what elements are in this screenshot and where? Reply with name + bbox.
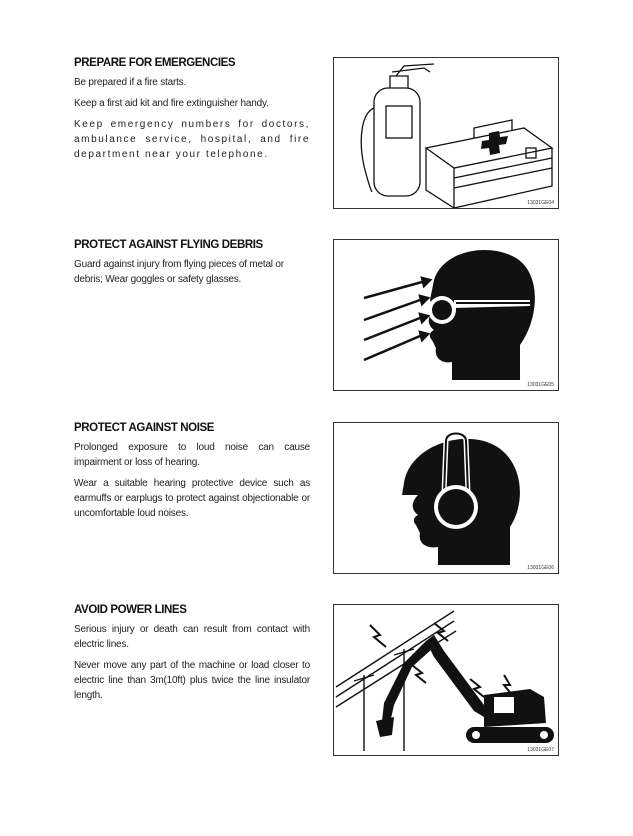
section-protect-against-flying-debris (74, 239, 310, 293)
section-heading: PREPARE FOR EMERGENCIES (74, 57, 236, 69)
paragraph: Serious injury or death can result from contact with electric lines. (74, 624, 310, 650)
figure-emergencies (333, 57, 559, 209)
section-prepare-for-emergencies (74, 57, 310, 168)
figure-code: 13031GE04 (527, 200, 554, 206)
paragraph: Keep a first aid kit and fire extinguisher handy. (74, 98, 269, 109)
paragraph: Never move any part of the machine or load closer to electric line than 3m(10ft) plus twice the line insulator length. (74, 660, 310, 701)
section-heading: PROTECT AGAINST FLYING DEBRIS (74, 239, 263, 251)
figure-flying-debris (333, 239, 559, 391)
fire-extinguisher-first-aid-kit-icon (334, 58, 558, 208)
paragraph: Prolonged exposure to loud noise can cause impairment or loss of hearing. (74, 442, 310, 468)
figure-code: 13031GE06 (527, 565, 554, 571)
figure-noise (333, 422, 559, 574)
excavator-power-lines-icon (334, 605, 558, 755)
paragraph: Guard against injury from flying pieces of metal or debris; Wear goggles or safety glasses. (74, 259, 284, 285)
section-protect-against-noise (74, 422, 310, 527)
paragraph: Wear a suitable hearing protective device such as earmuffs or earplugs to protect against objectionable or uncomfortable loud noises. (74, 478, 310, 519)
section-heading: PROTECT AGAINST NOISE (74, 422, 215, 434)
section-heading: AVOID POWER LINES (74, 604, 187, 616)
paragraph: Keep emergency numbers for doctors, ambulance service, hospital, and fire department near your telephone. (74, 119, 310, 160)
earmuffs-head-icon (334, 423, 558, 573)
section-avoid-power-lines (74, 604, 310, 709)
paragraph: Be prepared if a fire starts. (74, 77, 187, 88)
figure-power-lines (333, 604, 559, 756)
figure-code: 13031GE05 (527, 382, 554, 388)
figure-code: 13031GE07 (527, 747, 554, 753)
safety-goggles-head-icon (334, 240, 558, 390)
